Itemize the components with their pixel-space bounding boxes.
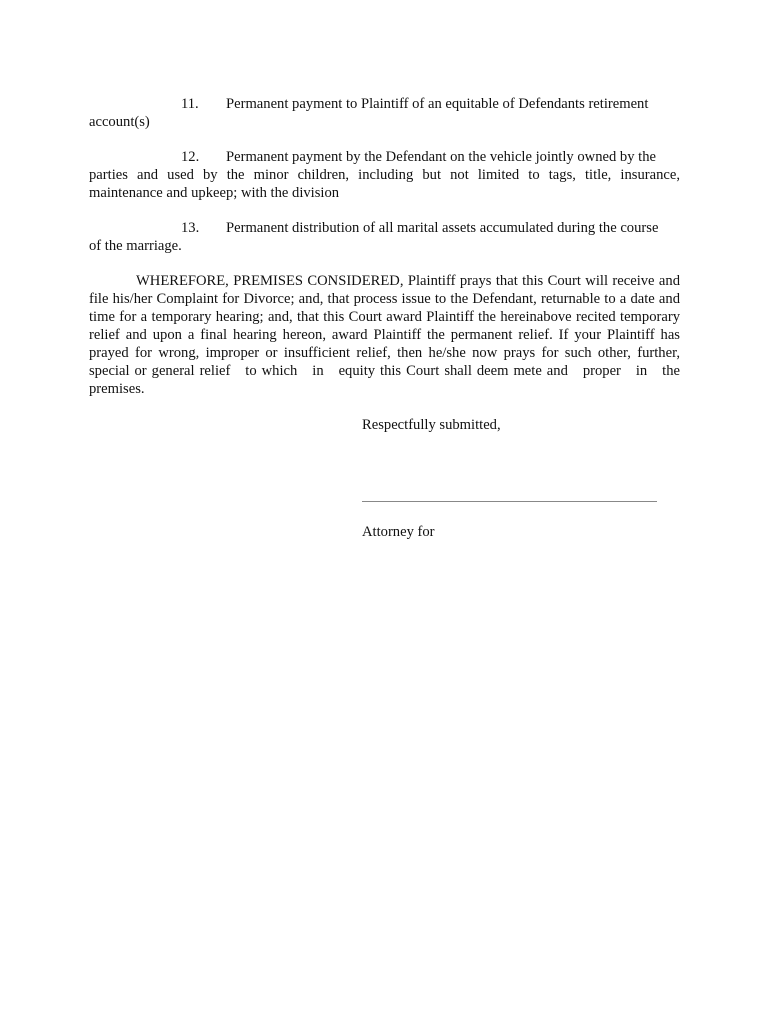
paragraph-13-lead-text: Permanent distribution of all marital assets accumulated during the course — [226, 220, 659, 236]
paragraph-13-number: 13. — [181, 220, 200, 236]
paragraph-12 — [89, 148, 680, 202]
paragraph-11-first-line — [89, 95, 680, 113]
attorney-for-label: Attorney for — [362, 524, 435, 540]
paragraph-12-number: 12. — [181, 149, 200, 165]
signature-line — [362, 501, 657, 502]
wherefore-text: WHEREFORE, PREMISES CONSIDERED, Plaintiff prays that this Court will receive and file his/her Complaint for Divorce; and, that process issue to the Defendant, returnable to a date and time for a temporary hearing; and, that this Court award Plaintiff the hereinabove recited temporary relief and upon a final hearing hereon, award Plaintiff the permanent relief. If your Plaintiff has prayed for wrong, improper or insufficient relief, then he/she now prays for such other, further, special or general relief to which in equity this Court shall deem mete and proper in the premises. — [89, 273, 684, 397]
paragraph-11-number: 11. — [181, 96, 199, 112]
paragraph-12-continuation: parties and used by the minor children, including but not limited to tags, title, insurance, maintenance and upkeep; with the division — [89, 167, 680, 201]
closing-salutation: Respectfully submitted, — [362, 417, 501, 433]
paragraph-13-continuation: of the marriage. — [89, 238, 182, 254]
paragraph-12-lead-text: Permanent payment by the Defendant on the vehicle jointly owned by the — [226, 149, 656, 165]
wherefore-paragraph — [89, 272, 684, 398]
paragraph-11-lead-text: Permanent payment to Plaintiff of an equitable of Defendants retirement — [226, 96, 649, 112]
paragraph-11 — [89, 95, 680, 131]
paragraph-11-continuation: account(s) — [89, 114, 150, 130]
paragraph-13 — [89, 219, 680, 255]
paragraph-12-first-line — [89, 148, 680, 166]
paragraph-13-first-line — [89, 219, 680, 237]
